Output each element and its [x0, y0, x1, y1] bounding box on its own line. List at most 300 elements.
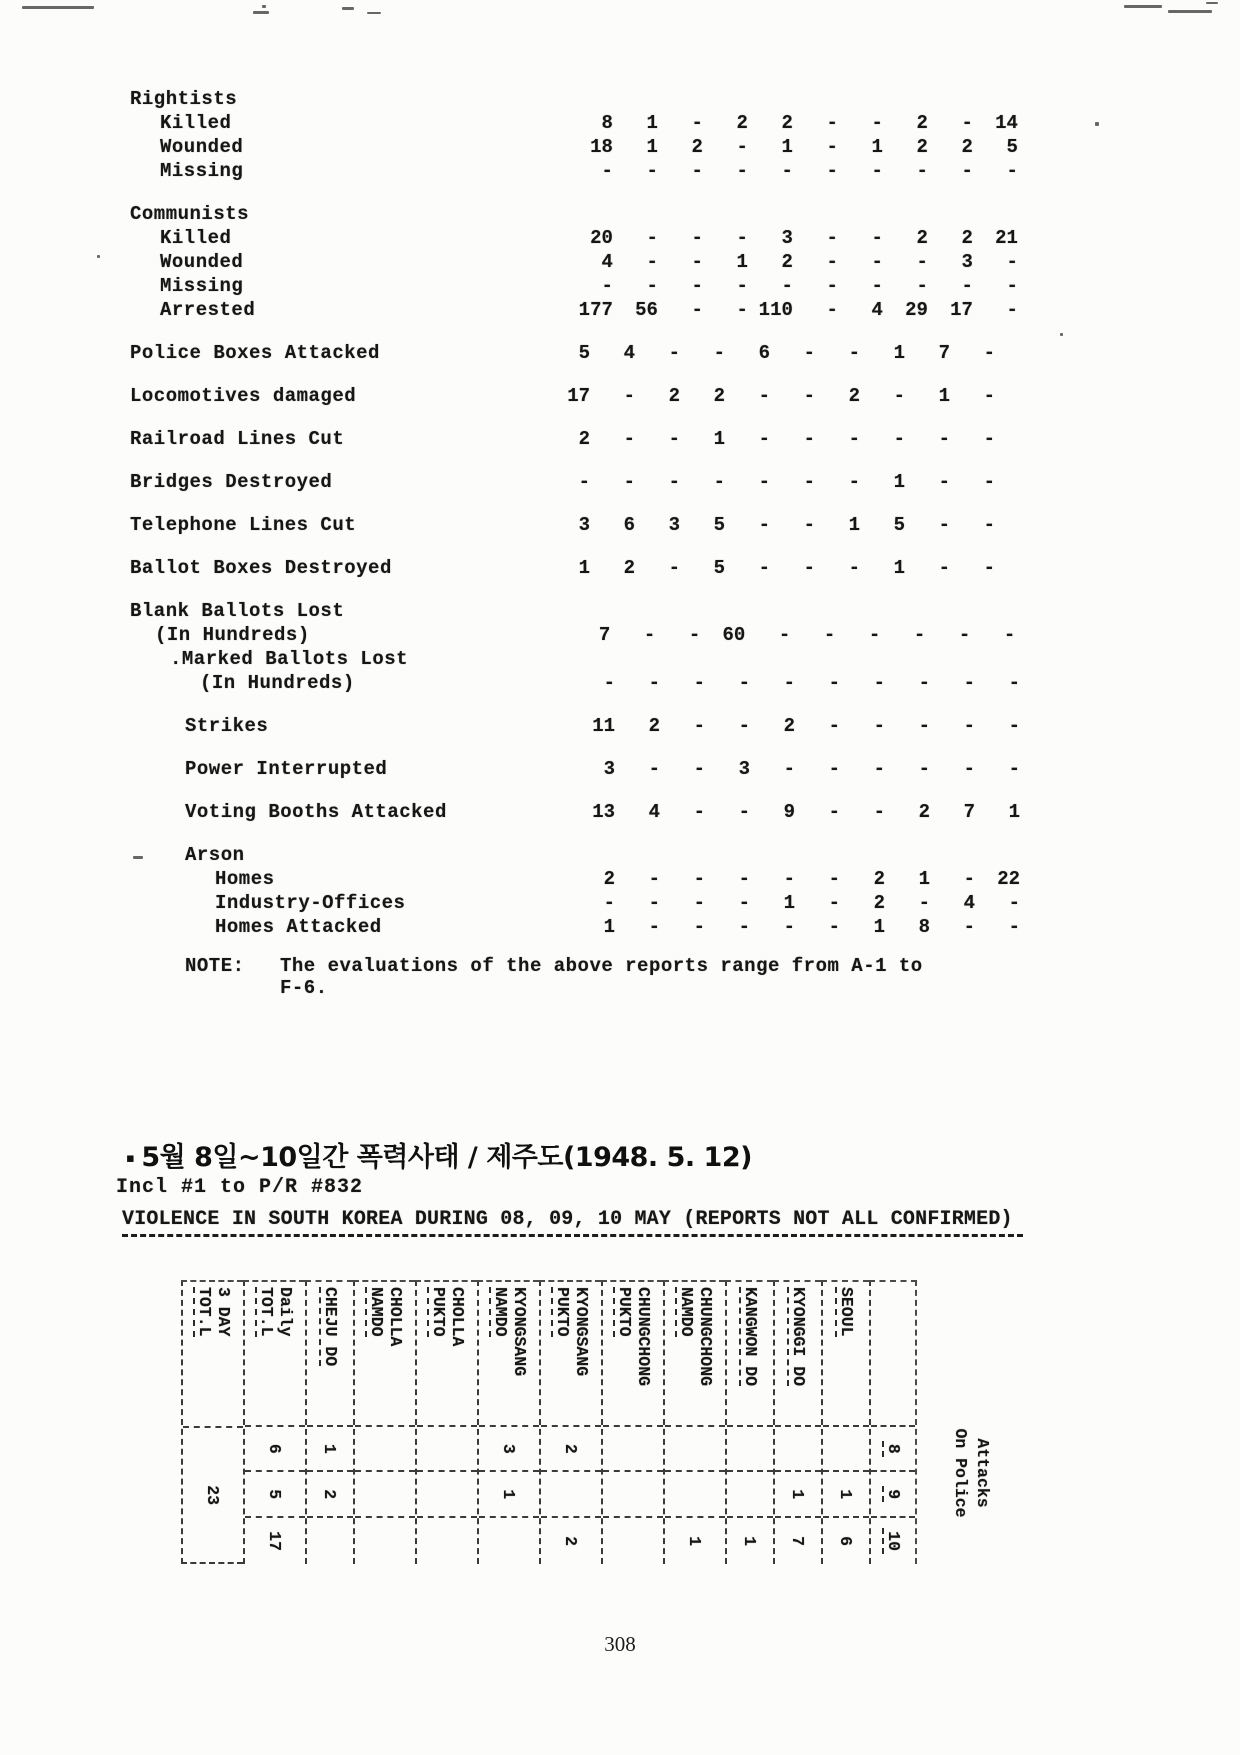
- province-label-line: TOT.L: [257, 1287, 276, 1337]
- stats-row: [130, 227, 1020, 251]
- stats-row-label: Missing: [160, 160, 244, 182]
- attacks-value: 1: [665, 1516, 725, 1564]
- province-label-line: KANGWON DO: [741, 1287, 761, 1387]
- stats-value: -: [826, 136, 838, 158]
- attacks-value: 7: [775, 1516, 821, 1564]
- stats-value: -: [871, 112, 883, 134]
- stats-row: [130, 275, 1020, 299]
- stats-value: 1: [781, 136, 793, 158]
- stats-row-label: Voting Booths Attacked: [185, 801, 447, 823]
- stats-value: -: [668, 342, 680, 364]
- stats-value: 3: [668, 514, 680, 536]
- stats-value: -: [781, 275, 793, 297]
- stats-value: -: [983, 385, 995, 407]
- scan-artifact: [22, 6, 94, 9]
- stats-value: 110: [758, 299, 793, 321]
- stats-row-values: [545, 471, 1005, 493]
- stats-value: -: [828, 758, 840, 780]
- stats-row: [130, 600, 1020, 624]
- stats-value: -: [623, 385, 635, 407]
- stats-row: [130, 801, 1020, 825]
- attacks-table-row: [415, 1280, 477, 1564]
- stats-value: -: [803, 557, 815, 579]
- stats-value: -: [963, 758, 975, 780]
- province-label: [417, 1282, 477, 1425]
- stats-row-label: Police Boxes Attacked: [130, 342, 380, 364]
- stats-value: 1: [578, 557, 590, 579]
- stats-value: -: [826, 299, 838, 321]
- stats-value: 177: [578, 299, 613, 321]
- bullet-icon: ▪: [126, 1151, 135, 1166]
- stats-row: [130, 112, 1020, 136]
- stats-value: 1: [646, 112, 658, 134]
- stats-value: -: [1006, 299, 1018, 321]
- scan-artifact: [97, 255, 100, 258]
- stats-value: -: [828, 672, 840, 694]
- stats-row: [130, 672, 1020, 696]
- stats-value: -: [783, 672, 795, 694]
- stats-row-values: [568, 136, 1020, 158]
- stats-value: -: [983, 514, 995, 536]
- stats-value: -: [893, 385, 905, 407]
- attacks-value: 1: [479, 1470, 539, 1516]
- stats-value: 2: [781, 112, 793, 134]
- stats-row-label: Industry-Offices: [215, 892, 406, 914]
- attacks-value: 6: [823, 1516, 869, 1564]
- stats-row: [130, 868, 1020, 892]
- stats-value: -: [693, 892, 705, 914]
- stats-value: -: [736, 160, 748, 182]
- province-label: [183, 1282, 243, 1426]
- stats-value: -: [826, 160, 838, 182]
- attacks-value: 2: [541, 1516, 601, 1564]
- stats-value: -: [873, 672, 885, 694]
- stats-value: 3: [738, 758, 750, 780]
- stats-row: [130, 557, 1020, 581]
- stats-row-label: .Marked Ballots Lost: [170, 648, 409, 670]
- stats-value: -: [758, 385, 770, 407]
- stats-value: 14: [995, 112, 1018, 134]
- stats-value: -: [1003, 624, 1016, 646]
- stats-row-values: [570, 801, 1020, 823]
- stats-value: 1: [783, 892, 795, 914]
- stats-value: -: [918, 715, 930, 737]
- note-line-1: [185, 955, 1020, 977]
- stats-value: 4: [601, 251, 613, 273]
- stats-value: -: [848, 557, 860, 579]
- stats-row-values: [545, 514, 1005, 536]
- province-label: [603, 1282, 663, 1425]
- stats-value: -: [848, 342, 860, 364]
- attacks-value: [727, 1470, 773, 1516]
- stats-value: 60: [722, 624, 746, 646]
- stats-table: [130, 88, 1020, 999]
- stats-row: [130, 471, 1020, 495]
- stats-value: -: [983, 428, 995, 450]
- scan-artifact: [1060, 333, 1063, 336]
- stats-value: 6: [623, 514, 635, 536]
- stats-value: -: [873, 758, 885, 780]
- date-header-label: 10: [883, 1528, 904, 1554]
- stats-value: 2: [781, 251, 793, 273]
- stats-value: -: [916, 251, 928, 273]
- stats-row-label: Strikes: [185, 715, 269, 737]
- stats-value: 2: [623, 557, 635, 579]
- stats-value: 3: [961, 251, 973, 273]
- stats-value: 1: [871, 136, 883, 158]
- stats-value: 1: [893, 557, 905, 579]
- stats-value: -: [623, 428, 635, 450]
- rotated-table-area: [185, 1278, 1013, 1596]
- province-label: [823, 1282, 869, 1425]
- stats-value: 5: [1006, 136, 1018, 158]
- province-label-line: 3 DAY: [214, 1287, 233, 1337]
- attacks-value: 6: [245, 1425, 305, 1470]
- stats-value: -: [646, 227, 658, 249]
- stats-value: 2: [691, 136, 703, 158]
- stats-value: 5: [893, 514, 905, 536]
- stats-value: 6: [758, 342, 770, 364]
- korean-annotation-text: 5월 8일~10일간 폭력사태 / 제주도(1948. 5. 12): [141, 1142, 752, 1173]
- section-title: VIOLENCE IN SOUTH KOREA DURING 08, 09, 10 MAY (REPORTS NOT ALL CONFIRMED): [122, 1208, 1023, 1237]
- stats-row-values: [570, 916, 1020, 938]
- stats-row-label: Bridges Destroyed: [130, 471, 333, 493]
- stats-row-values: [570, 892, 1020, 914]
- stats-value: -: [693, 715, 705, 737]
- stats-value: -: [871, 275, 883, 297]
- province-label-line: PUKTO: [429, 1287, 448, 1337]
- attacks-value: [355, 1516, 415, 1564]
- stats-value: -: [1006, 275, 1018, 297]
- stats-row: [130, 385, 1020, 409]
- korean-annotation: [126, 1135, 752, 1174]
- stats-value: 20: [590, 227, 613, 249]
- attacks-value: [417, 1425, 477, 1470]
- stats-value: 1: [848, 514, 860, 536]
- attacks-value: 17: [245, 1516, 305, 1564]
- stats-row-label: Homes: [215, 868, 275, 890]
- stats-value: -: [736, 136, 748, 158]
- stats-value: -: [961, 160, 973, 182]
- stats-value: -: [783, 868, 795, 890]
- stats-value: -: [826, 275, 838, 297]
- stats-row-label: Wounded: [160, 251, 244, 273]
- stats-value: -: [873, 715, 885, 737]
- note-prefix: NOTE:: [185, 955, 245, 977]
- attacks-table-date-header: [871, 1470, 915, 1516]
- scan-artifact: [1168, 10, 1212, 13]
- scan-artifact: [342, 7, 354, 10]
- stats-row: [130, 342, 1020, 366]
- stats-row-label: (In Hundreds): [155, 624, 310, 646]
- attacks-value: [603, 1516, 663, 1564]
- note-block: [185, 955, 1020, 999]
- stats-row-values: [545, 557, 1005, 579]
- stats-row-label: Homes Attacked: [215, 916, 382, 938]
- stats-value: -: [691, 275, 703, 297]
- attacks-table-row: [663, 1280, 725, 1564]
- date-header-label: 8: [883, 1441, 904, 1457]
- stats-value: -: [668, 471, 680, 493]
- stats-value: -: [918, 758, 930, 780]
- stats-value: -: [868, 624, 881, 646]
- stats-value: 2: [873, 868, 885, 890]
- stats-row-values: [570, 672, 1020, 694]
- stats-value: 8: [918, 916, 930, 938]
- stats-row-label: Wounded: [160, 136, 244, 158]
- stats-row-values: [568, 251, 1020, 273]
- stats-value: -: [691, 112, 703, 134]
- stats-value: -: [693, 916, 705, 938]
- stats-value: 17: [567, 385, 590, 407]
- stats-value: -: [963, 672, 975, 694]
- attacks-value: [727, 1425, 773, 1470]
- stats-value: -: [918, 672, 930, 694]
- stats-row: [130, 916, 1020, 940]
- stats-value: -: [693, 868, 705, 890]
- stats-row-values: [568, 275, 1020, 297]
- attacks-table-row: [773, 1280, 821, 1564]
- stats-row-values: [570, 715, 1020, 737]
- stats-value: 1: [603, 916, 615, 938]
- stats-value: -: [668, 557, 680, 579]
- date-header-label: 9: [883, 1486, 904, 1502]
- attacks-table-header-row: [869, 1280, 917, 1564]
- attacks-value: [355, 1470, 415, 1516]
- stats-value: 13: [592, 801, 615, 823]
- stats-row: [130, 299, 1020, 323]
- stats-value: 2: [736, 112, 748, 134]
- attacks-value: 1: [823, 1470, 869, 1516]
- stats-value: -: [871, 160, 883, 182]
- attacks-table-row: [601, 1280, 663, 1564]
- stats-value: -: [1008, 672, 1020, 694]
- stats-value: -: [648, 892, 660, 914]
- stats-value: 4: [963, 892, 975, 914]
- attacks-value: [823, 1425, 869, 1470]
- province-label-line: CHUNGCHONG: [634, 1287, 653, 1387]
- stats-value: -: [873, 801, 885, 823]
- stats-value: -: [691, 251, 703, 273]
- province-label: [355, 1282, 415, 1425]
- stats-value: 2: [961, 136, 973, 158]
- stats-value: 2: [668, 385, 680, 407]
- scan-artifact: [262, 5, 266, 8]
- stats-row-label: Arson: [185, 844, 245, 866]
- attacks-table-title-line2: On Police: [951, 1428, 970, 1518]
- stats-value: -: [738, 672, 750, 694]
- attacks-value: [665, 1470, 725, 1516]
- stats-value: -: [738, 715, 750, 737]
- stats-value: -: [693, 801, 705, 823]
- stats-value: 9: [783, 801, 795, 823]
- stats-value: -: [738, 892, 750, 914]
- stats-value: -: [1008, 758, 1020, 780]
- stats-value: -: [691, 160, 703, 182]
- stats-row-label: Ballot Boxes Destroyed: [130, 557, 392, 579]
- stats-row-label: Blank Ballots Lost: [130, 600, 345, 622]
- attacks-value: [541, 1470, 601, 1516]
- stats-value: -: [871, 227, 883, 249]
- stats-row-label: Power Interrupted: [185, 758, 388, 780]
- stats-row-values: [568, 112, 1020, 134]
- attacks-value: [417, 1470, 477, 1516]
- stats-value: -: [918, 892, 930, 914]
- stats-value: 21: [995, 227, 1018, 249]
- stats-row-values: [545, 428, 1005, 450]
- stats-value: -: [871, 251, 883, 273]
- stats-value: 1: [938, 385, 950, 407]
- stats-value: 4: [871, 299, 883, 321]
- stats-value: -: [578, 471, 590, 493]
- stats-value: 7: [963, 801, 975, 823]
- stats-value: -: [983, 557, 995, 579]
- stats-value: -: [823, 624, 836, 646]
- attacks-value: 3: [479, 1425, 539, 1470]
- attacks-table-row: [477, 1280, 539, 1564]
- stats-row-label: Killed: [160, 112, 232, 134]
- stats-value: -: [758, 557, 770, 579]
- stats-value: 1: [1008, 801, 1020, 823]
- stats-value: 2: [848, 385, 860, 407]
- stats-value: 2: [916, 112, 928, 134]
- stats-row: [130, 428, 1020, 452]
- attacks-value: [479, 1516, 539, 1564]
- stats-value: -: [1006, 251, 1018, 273]
- page-number: 308: [604, 1632, 636, 1656]
- stats-value: 3: [781, 227, 793, 249]
- stats-value: -: [828, 801, 840, 823]
- stats-value: -: [938, 428, 950, 450]
- stats-value: 1: [873, 916, 885, 938]
- stats-value: 2: [961, 227, 973, 249]
- attacks-value: [775, 1425, 821, 1470]
- stats-value: -: [603, 892, 615, 914]
- stats-value: -: [693, 758, 705, 780]
- stats-value: 1: [646, 136, 658, 158]
- stats-value: -: [958, 624, 971, 646]
- province-label-line: KYONGSANG: [510, 1287, 529, 1377]
- stats-value: -: [828, 916, 840, 938]
- stats-row-values: [545, 342, 1005, 364]
- stats-value: 1: [893, 342, 905, 364]
- stats-value: 17: [950, 299, 973, 321]
- scan-artifact: [1206, 2, 1218, 4]
- stats-value: -: [826, 251, 838, 273]
- stats-value: 1: [893, 471, 905, 493]
- stats-row-label: Locomotives damaged: [130, 385, 357, 407]
- attacks-value: [603, 1425, 663, 1470]
- stats-value: 2: [603, 868, 615, 890]
- stats-row-label: Missing: [160, 275, 244, 297]
- attacks-value: [417, 1516, 477, 1564]
- stats-value: 7: [598, 624, 611, 646]
- scan-artifact: [1095, 122, 1099, 126]
- province-label-line: PUKTO: [615, 1287, 634, 1337]
- stats-value: 1: [918, 868, 930, 890]
- stats-value: 4: [648, 801, 660, 823]
- stats-value: -: [1008, 715, 1020, 737]
- stats-value: 2: [916, 227, 928, 249]
- stats-value: 2: [783, 715, 795, 737]
- stats-row-values: [568, 160, 1020, 182]
- stats-value: 2: [648, 715, 660, 737]
- attacks-value: 2: [541, 1425, 601, 1470]
- stats-value: -: [803, 385, 815, 407]
- stats-value: -: [826, 112, 838, 134]
- stats-value: -: [963, 916, 975, 938]
- stats-value: -: [1008, 892, 1020, 914]
- stats-value: -: [646, 251, 658, 273]
- attacks-table-date-header: [871, 1516, 915, 1564]
- stats-row-label: Railroad Lines Cut: [130, 428, 345, 450]
- stats-value: -: [648, 916, 660, 938]
- stats-value: -: [758, 471, 770, 493]
- stats-row-values: [570, 758, 1020, 780]
- stats-value: 7: [938, 342, 950, 364]
- stats-value: 18: [590, 136, 613, 158]
- stats-value: -: [961, 112, 973, 134]
- stats-value: 2: [916, 136, 928, 158]
- stats-value: 8: [601, 112, 613, 134]
- stats-value: -: [913, 624, 926, 646]
- stats-value: -: [961, 275, 973, 297]
- stats-value: -: [828, 892, 840, 914]
- attacks-value: 1: [775, 1470, 821, 1516]
- province-label-line: NAMDO: [367, 1287, 386, 1337]
- stats-value: -: [783, 916, 795, 938]
- province-label-line: CHEJU DO: [321, 1287, 341, 1367]
- stats-row: [130, 624, 1020, 648]
- stats-value: -: [648, 868, 660, 890]
- attacks-value: 1: [307, 1425, 353, 1470]
- attacks-table-row: [305, 1280, 353, 1564]
- stats-value: -: [646, 275, 658, 297]
- scan-artifact: [253, 11, 269, 14]
- stats-row: [130, 892, 1020, 916]
- stats-row: [130, 758, 1020, 782]
- stats-row-label: Killed: [160, 227, 232, 249]
- stats-row-values: [568, 299, 1020, 321]
- stats-value: -: [643, 624, 656, 646]
- stats-value: -: [916, 160, 928, 182]
- stats-value: -: [623, 471, 635, 493]
- attacks-value: [355, 1425, 415, 1470]
- stats-value: -: [781, 160, 793, 182]
- attacks-value: [665, 1425, 725, 1470]
- attacks-table-row: [821, 1280, 869, 1564]
- province-label-line: Daily: [276, 1287, 295, 1337]
- inclosure-line: Incl #1 to P/R #832: [116, 1176, 364, 1199]
- stats-value: -: [803, 428, 815, 450]
- stats-value: -: [648, 672, 660, 694]
- stats-row: [130, 648, 1020, 672]
- note-line-2: F-6.: [280, 977, 328, 999]
- attacks-table-date-header: [871, 1425, 915, 1470]
- stats-value: 29: [905, 299, 928, 321]
- stats-value: -: [758, 428, 770, 450]
- attacks-value: 1: [727, 1516, 773, 1564]
- stats-value: -: [736, 275, 748, 297]
- stats-value: -: [738, 868, 750, 890]
- stats-value: -: [713, 342, 725, 364]
- stats-value: -: [601, 275, 613, 297]
- province-label: [775, 1282, 821, 1425]
- province-label: [541, 1282, 601, 1425]
- attacks-table-row: [539, 1280, 601, 1564]
- stats-value: 2: [578, 428, 590, 450]
- stats-value: 56: [635, 299, 658, 321]
